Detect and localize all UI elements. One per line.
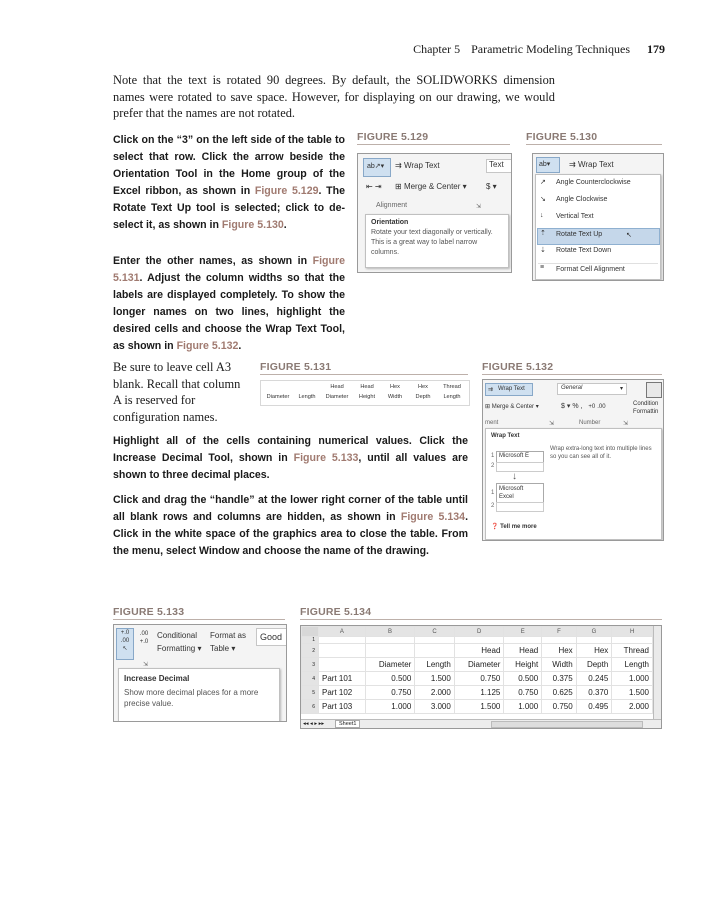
- table-row: [302, 644, 653, 658]
- step-4-part-a: Click and drag the “handle” at the lower right corner of the table until all blank rows and columns are hidden, as shown in: [113, 494, 468, 523]
- decrease-decimal-icon[interactable]: .00: [597, 404, 606, 410]
- cell[interactable]: 0.495: [576, 700, 612, 714]
- figure-5-129-screenshot: [357, 153, 512, 273]
- cell[interactable]: 0.750: [504, 686, 542, 700]
- figure-ref-5-129: Figure 5.129: [254, 185, 319, 197]
- cell[interactable]: 0.750: [365, 686, 415, 700]
- menu-item-label: Vertical Text: [556, 213, 594, 220]
- formatting-label: Formattin: [633, 409, 659, 415]
- column-header[interactable]: E: [504, 627, 542, 637]
- cell[interactable]: 0.245: [576, 672, 612, 686]
- cell[interactable]: [576, 637, 612, 644]
- wrap-text-button[interactable]: [569, 160, 614, 169]
- row-header[interactable]: 4: [302, 672, 319, 686]
- cell-text-line-1: Microsoft: [499, 486, 524, 492]
- increase-decimal-icon: +.0 .00: [120, 630, 130, 644]
- cell[interactable]: Length: [415, 658, 455, 672]
- decrease-decimal-button[interactable]: [136, 630, 152, 646]
- cell-style-good[interactable]: [256, 628, 287, 646]
- rotate-text-down-icon: ⇣: [540, 247, 546, 254]
- wrap-text-label: Wrap Text: [577, 160, 614, 169]
- chapter-number: Chapter 5: [413, 42, 461, 56]
- wrap-text-icon: ⇉: [569, 160, 576, 169]
- decrease-decimal-icon: .00 +.0: [139, 631, 149, 645]
- number-format-value: General: [561, 385, 583, 391]
- figure-5-131-screenshot: [260, 380, 470, 406]
- column-header[interactable]: F: [542, 627, 576, 637]
- conditional-label: Condition: [633, 401, 659, 407]
- orientation-tooltip: [365, 214, 509, 268]
- figure-ref-5-132: Figure 5.132: [176, 340, 239, 352]
- sheet-nav-arrows-icon[interactable]: ◂◂ ◂ ▸ ▸▸: [303, 721, 325, 727]
- angle-clockwise-icon: ↘: [540, 196, 546, 203]
- column-header[interactable]: A: [319, 627, 366, 637]
- column-header[interactable]: C: [415, 627, 455, 637]
- cell[interactable]: [365, 637, 415, 644]
- figure-5-133-rule: [113, 619, 285, 620]
- intro-paragraph: Note that the text is rotated 90 degrees. By default, the SOLIDWORKS dimension names were rotated to save space. However, for displaying on our drawing, we would prefer that the names are not rotated.: [113, 73, 555, 120]
- wrap-text-label: Wrap Text: [403, 161, 440, 170]
- cell[interactable]: Part 103: [319, 700, 366, 714]
- cell[interactable]: Length: [612, 658, 653, 672]
- column-header[interactable]: H: [612, 627, 653, 637]
- number-format-dropdown[interactable]: [557, 383, 627, 395]
- vertical-text-icon: ↓: [540, 212, 544, 219]
- table-row: [302, 658, 653, 672]
- step-3-part-b: , until all values are shown to three decimal places.: [113, 452, 468, 481]
- column-header[interactable]: G: [576, 627, 612, 637]
- cell[interactable]: 0.370: [576, 686, 612, 700]
- cell: Diameter: [266, 394, 290, 400]
- cell: Length: [443, 394, 461, 400]
- figure-5-132-screenshot: [482, 379, 664, 541]
- cell[interactable]: Head: [504, 644, 542, 658]
- sheet-tab[interactable]: Sheet1: [335, 720, 360, 728]
- arrow-down-icon: ↓: [512, 471, 517, 482]
- cell[interactable]: 0.500: [504, 672, 542, 686]
- cell[interactable]: Hex: [542, 644, 576, 658]
- column-header-row: [302, 627, 653, 637]
- tell-me-more-label: Tell me more: [500, 524, 537, 530]
- cell[interactable]: [319, 658, 366, 672]
- step-3-part-a: Highlight all of the cells containing numerical values. Click the Increase Decimal Tool, shown in: [113, 435, 468, 464]
- step-2-part-a: Enter the other names, as shown in: [113, 255, 313, 267]
- menu-item-format-cell-alignment[interactable]: [538, 263, 658, 278]
- conditional-formatting-button[interactable]: Conditional Formatting ▾: [157, 631, 202, 653]
- wrap-text-icon: ⇉: [395, 161, 402, 170]
- figure-ref-5-134: Figure 5.134: [400, 511, 466, 523]
- cell: Width: [387, 394, 403, 400]
- row-number: 2: [491, 503, 495, 509]
- figure-5-133-screenshot: [113, 624, 287, 722]
- increase-decimal-icon[interactable]: +0: [588, 404, 596, 410]
- cell[interactable]: Hex: [576, 644, 612, 658]
- figure-ref-5-130: Figure 5.130: [221, 219, 284, 231]
- cell[interactable]: 1.500: [454, 700, 504, 714]
- cell-style-label: Good: [260, 632, 283, 642]
- step-1-text: [113, 132, 345, 234]
- note-paragraph: Be sure to leave cell A3 blank. Recall that column A is reserved for configuration names.: [113, 360, 241, 424]
- wrap-text-icon: ⇉: [488, 387, 494, 393]
- menu-item-label: Angle Clockwise: [556, 196, 608, 203]
- select-all-corner[interactable]: [302, 627, 319, 637]
- cell[interactable]: 0.625: [542, 686, 576, 700]
- merge-center-icon: ⊞: [485, 404, 491, 410]
- menu-item-vertical-text[interactable]: [538, 212, 658, 226]
- step-2-text: [113, 253, 345, 355]
- wrap-text-label: Wrap Text: [498, 386, 525, 392]
- figure-5-131-label: FIGURE 5.131: [260, 361, 332, 373]
- figure-ref-5-133: Figure 5.133: [293, 452, 359, 464]
- cell[interactable]: 0.375: [542, 672, 576, 686]
- rotate-text-up-icon: ⇡: [540, 230, 546, 237]
- cell: Depth: [415, 394, 431, 400]
- cell: Height: [358, 394, 376, 400]
- cell[interactable]: [365, 644, 415, 658]
- tooltip-title: Wrap Text: [491, 433, 520, 439]
- header-row-2: [263, 394, 467, 402]
- cell: Hex: [418, 384, 428, 390]
- comma-button[interactable]: ,: [580, 403, 583, 410]
- cell: Length: [298, 394, 316, 400]
- format-as-label: Format as: [210, 631, 247, 640]
- indent-icons: ⇤ ⇥: [366, 182, 382, 191]
- currency-button[interactable]: $: [561, 403, 565, 410]
- example-empty-cell: [491, 502, 544, 512]
- menu-item-rotate-text-down[interactable]: [538, 246, 658, 260]
- step-4-part-b: . Click in the white space of the graphics area to close the table. From the menu, select Window and choose the name of the drawing.: [113, 511, 469, 557]
- menu-item-angle-counterclockwise[interactable]: [538, 178, 658, 192]
- conditional-formatting-button[interactable]: [633, 400, 658, 416]
- conditional-formatting-icon[interactable]: [646, 382, 662, 398]
- row-number: 1: [491, 453, 495, 459]
- table-row: [302, 637, 653, 644]
- cell[interactable]: 2.000: [415, 686, 455, 700]
- cell-text: Microsoft E: [499, 453, 530, 459]
- number-launcher-icon[interactable]: ⇲: [623, 421, 629, 427]
- step-3-text: [113, 433, 468, 484]
- chapter-title: Parametric Modeling Techniques: [471, 42, 630, 56]
- dialog-launcher-icon[interactable]: ⇲: [476, 204, 482, 210]
- sheet-tab-bar: [301, 719, 661, 728]
- row-number: 2: [491, 463, 495, 469]
- cell: Thread: [443, 384, 461, 390]
- chevron-down-icon: ▾: [619, 386, 623, 392]
- number-format-box[interactable]: Text: [486, 159, 512, 173]
- cell[interactable]: Width: [542, 658, 576, 672]
- menu-item-label: Rotate Text Up: [556, 231, 603, 238]
- figure-5-132-rule: [482, 374, 662, 375]
- number-launcher-icon[interactable]: ⇲: [143, 662, 149, 668]
- tooltip-body: Rotate your text diagonally or vertically. This is a great way to label narrow columns.: [371, 229, 493, 256]
- orientation-icon: ab↗▾: [367, 163, 385, 170]
- merge-center-button[interactable]: ⊞ Merge & Center ▾: [485, 404, 539, 410]
- currency-button[interactable]: $ ▾: [486, 182, 497, 191]
- cell[interactable]: Depth: [576, 658, 612, 672]
- step-2-part-c: .: [238, 340, 242, 352]
- cell[interactable]: [612, 637, 653, 644]
- example-empty-cell: [491, 462, 544, 472]
- orientation-menu: [535, 174, 661, 280]
- orientation-button[interactable]: [363, 158, 391, 177]
- figure-5-134-rule: [300, 619, 662, 620]
- menu-item-angle-clockwise[interactable]: [538, 195, 658, 209]
- mouse-cursor-icon: ↖: [122, 646, 128, 652]
- cell[interactable]: 3.000: [415, 700, 455, 714]
- merge-center-icon: ⊞: [395, 182, 402, 191]
- horizontal-scrollbar[interactable]: [491, 721, 643, 728]
- row-number: 1: [491, 490, 495, 496]
- column-header[interactable]: B: [365, 627, 415, 637]
- table-row: [302, 700, 653, 714]
- cell[interactable]: 0.750: [454, 672, 504, 686]
- row-header[interactable]: 1: [302, 637, 319, 644]
- mouse-cursor-icon: ↖: [626, 232, 632, 239]
- row-header[interactable]: 2: [302, 644, 319, 658]
- help-icon: ❓: [491, 524, 499, 530]
- menu-item-rotate-text-up[interactable]: [537, 228, 660, 245]
- merge-center-button[interactable]: ⊞ Merge & Center ▾: [395, 182, 467, 191]
- menu-item-label: Rotate Text Down: [556, 247, 612, 254]
- alignment-launcher-icon[interactable]: ⇲: [549, 421, 555, 427]
- page-number: 179: [647, 42, 665, 56]
- cell[interactable]: Thread: [612, 644, 653, 658]
- cell: Hex: [390, 384, 400, 390]
- figure-5-134-spreadsheet: [300, 625, 662, 729]
- cell[interactable]: Height: [504, 658, 542, 672]
- cell[interactable]: 1.000: [612, 672, 653, 686]
- figure-5-132-label: FIGURE 5.132: [482, 361, 554, 373]
- running-header: [413, 42, 665, 57]
- cell[interactable]: Head: [454, 644, 504, 658]
- figure-5-130-rule: [526, 144, 662, 145]
- figure-ref-5-131: Figure 5.131: [113, 255, 345, 284]
- cell[interactable]: 1.500: [612, 686, 653, 700]
- merge-center-label: Merge & Center: [491, 404, 535, 410]
- orientation-icon: ab▾: [539, 161, 551, 168]
- increase-decimal-button[interactable]: [116, 628, 134, 660]
- figure-5-129-rule: [357, 144, 510, 145]
- format-cells-icon: ≡: [540, 264, 545, 271]
- tell-me-more-link[interactable]: [491, 523, 537, 530]
- cell[interactable]: 1.125: [454, 686, 504, 700]
- conditional-label: Conditional: [157, 631, 198, 640]
- tooltip-title: Increase Decimal: [124, 674, 190, 683]
- number-tools: $ ▾ % , +0 .00: [561, 403, 606, 410]
- cell[interactable]: 2.000: [612, 700, 653, 714]
- spreadsheet-grid: [301, 626, 653, 714]
- alignment-group-label: Alignment: [376, 202, 408, 209]
- cell-text-line-2: Excel: [499, 494, 514, 500]
- cell[interactable]: 1.500: [415, 672, 455, 686]
- figure-5-134-label: FIGURE 5.134: [300, 606, 372, 618]
- cell[interactable]: 1.000: [504, 700, 542, 714]
- step-2-part-b: . Adjust the column widths so that the labels are displayed completely. To show the longer names on two lines, highlight the desired cells and choose the Wrap Text Tool, as shown in: [113, 272, 345, 352]
- cell: Head: [360, 384, 374, 390]
- tooltip-title: Orientation: [371, 219, 409, 226]
- menu-item-label: Angle Counterclockwise: [556, 179, 631, 186]
- figure-5-129-label: FIGURE 5.129: [357, 131, 429, 143]
- wrap-text-button[interactable]: [395, 161, 440, 170]
- row-header[interactable]: 5: [302, 686, 319, 700]
- step-1-part-a: Click on the “3” on the left side of the table to select that row. Click the arrow beside the Orientation Tool in the Home group of the Excel ribbon, as shown in: [113, 134, 345, 197]
- figure-5-130-screenshot: [532, 153, 664, 281]
- cell[interactable]: [454, 637, 504, 644]
- cell[interactable]: Part 101: [319, 672, 366, 686]
- cell[interactable]: Part 102: [319, 686, 366, 700]
- figure-5-131-rule: [260, 374, 468, 375]
- cell[interactable]: [415, 644, 455, 658]
- cell: Diameter: [325, 394, 349, 400]
- cell[interactable]: [542, 637, 576, 644]
- cell[interactable]: Diameter: [365, 658, 415, 672]
- cell[interactable]: [319, 637, 366, 644]
- cell[interactable]: [319, 644, 366, 658]
- increase-decimal-tooltip: [118, 668, 280, 722]
- header-row-1: [263, 384, 467, 392]
- figure-5-130-label: FIGURE 5.130: [526, 131, 598, 143]
- tooltip-body: Show more decimal places for a more precise value.: [124, 688, 259, 708]
- table-row: [302, 672, 653, 686]
- menu-item-label: Format Cell Alignment: [556, 266, 625, 273]
- orientation-button[interactable]: [536, 157, 560, 173]
- example-cell-after: [491, 483, 544, 503]
- step-4-text: [113, 492, 468, 560]
- row-header[interactable]: 3: [302, 658, 319, 672]
- format-as-table-button[interactable]: Format as Table ▾: [210, 631, 247, 653]
- cell[interactable]: 0.500: [365, 672, 415, 686]
- cell[interactable]: Diameter: [454, 658, 504, 672]
- step-1-part-c: .: [283, 219, 287, 231]
- step-1-part-b: . The Rotate Text Up tool is selected; click to de-select it, as shown in: [113, 185, 345, 231]
- alignment-group-label: ment: [485, 420, 499, 426]
- percent-button[interactable]: %: [572, 403, 579, 410]
- vertical-scrollbar[interactable]: [653, 626, 661, 728]
- wrap-text-button[interactable]: [485, 383, 533, 396]
- cell: Head: [330, 384, 344, 390]
- column-header[interactable]: D: [454, 627, 504, 637]
- angle-counterclockwise-icon: ↗: [540, 179, 546, 186]
- wrap-text-tooltip: [485, 428, 662, 540]
- table-label: Table: [210, 644, 230, 653]
- cell[interactable]: 1.000: [365, 700, 415, 714]
- figure-5-133-label: FIGURE 5.133: [113, 606, 185, 618]
- cell[interactable]: [415, 637, 455, 644]
- row-header[interactable]: 6: [302, 700, 319, 714]
- formatting-label: Formatting: [157, 644, 196, 653]
- cell[interactable]: 0.750: [542, 700, 576, 714]
- tooltip-body: Wrap extra-long text into multiple lines so you can see all of it.: [550, 446, 652, 460]
- table-row: [302, 686, 653, 700]
- merge-center-label: Merge & Center: [403, 182, 461, 191]
- cell[interactable]: [504, 637, 542, 644]
- number-group-label: Number: [579, 420, 601, 426]
